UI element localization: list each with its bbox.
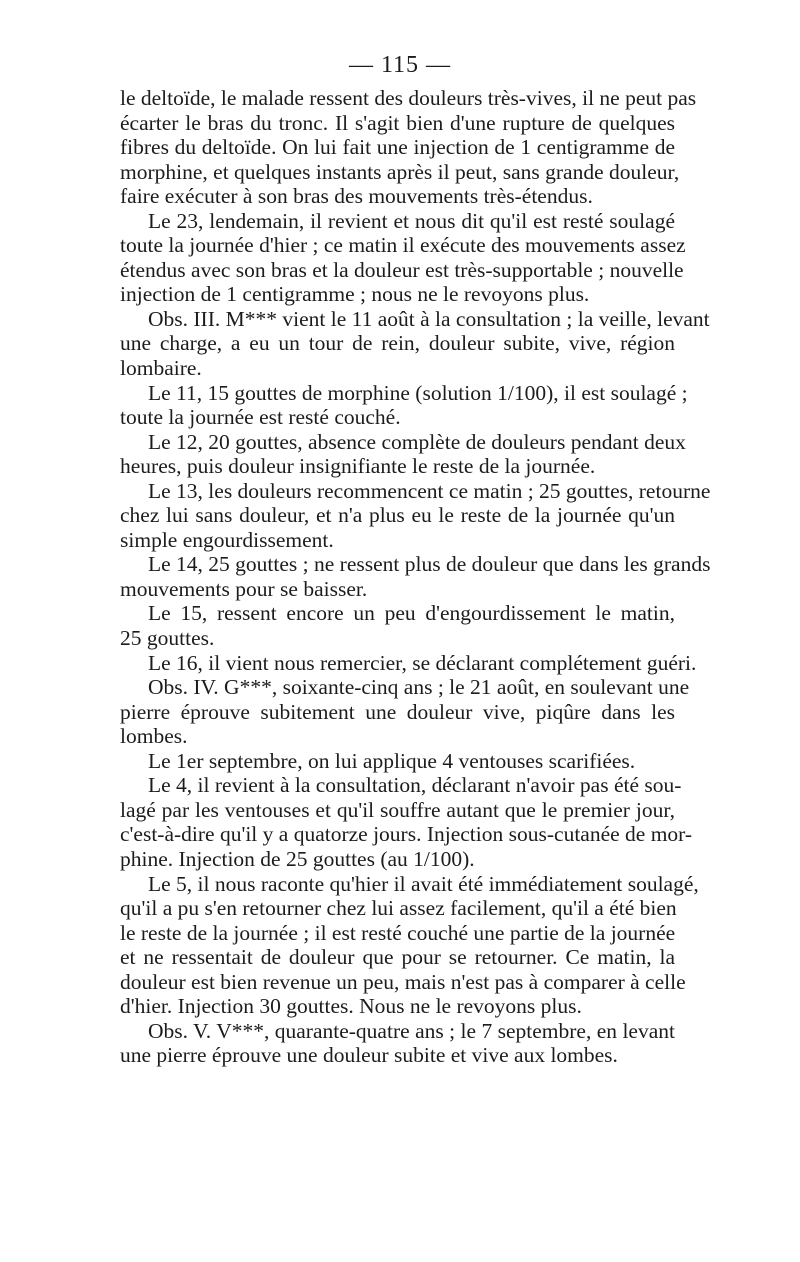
text-line: c'est-à-dire qu'il y a quatorze jours. Injection sous-cutanée de mor- — [120, 822, 693, 847]
text-line: lombes. — [120, 724, 188, 749]
text-line: mouvements pour se baisser. — [120, 576, 368, 601]
text-line: le deltoïde, le malade ressent des douleurs très-vives, il ne peut pas — [120, 86, 697, 110]
text-line: pierre éprouve subitement une douleur vive, piqûre dans les — [120, 699, 675, 724]
text-line: qu'il a pu s'en retourner chez lui assez facilement, qu'il a été bien — [120, 896, 677, 921]
body-text — [120, 86, 711, 1068]
text-line: Le 15, ressent encore un peu d'engourdissement le matin, — [148, 601, 675, 626]
text-line: fibres du deltoïde. On lui fait une injection de 1 centigramme de — [120, 135, 675, 160]
text-line: Le 16, il vient nous remercier, se déclarant complétement guéri. — [148, 650, 697, 675]
text-line: injection de 1 centigramme ; nous ne le revoyons plus. — [120, 282, 590, 307]
text-line: d'hier. Injection 30 gouttes. Nous ne le revoyons plus. — [120, 994, 582, 1019]
text-line: Le 14, 25 gouttes ; ne ressent plus de douleur que dans les grands — [148, 552, 711, 577]
text-line: écarter le bras du tronc. Il s'agit bien d'une rupture de quelques — [120, 110, 675, 135]
text-line: Le 5, il nous raconte qu'hier il avait été immédiatement soulagé, — [148, 871, 699, 896]
text-line: heures, puis douleur insignifiante le reste de la journée. — [120, 454, 596, 479]
text-line: Le 1er septembre, on lui applique 4 ventouses scarifiées. — [148, 748, 636, 773]
text-line: une charge, a eu un tour de rein, douleur subite, vive, région — [120, 331, 675, 356]
text-line: le reste de la journée ; il est resté couché une partie de la journée — [120, 920, 676, 945]
text-line: chez lui sans douleur, et n'a plus eu le reste de la journée qu'un — [120, 503, 675, 528]
text-line: Le 23, lendemain, il revient et nous dit qu'il est resté soulagé — [148, 208, 675, 233]
text-line: Le 13, les douleurs recommencent ce matin ; 25 gouttes, retourne — [148, 478, 711, 503]
text-line: phine. Injection de 25 gouttes (au 1/100). — [120, 846, 475, 871]
text-line: étendus avec son bras et la douleur est très-supportable ; nouvelle — [120, 257, 684, 282]
page-number: — 115 — — [348, 52, 452, 78]
text-line: 25 gouttes. — [120, 626, 215, 651]
text-line: Obs. V. V***, quarante-quatre ans ; le 7 septembre, en levant — [148, 1018, 675, 1043]
text-line: toute la journée est resté couché. — [120, 405, 401, 430]
text-line: simple engourdissement. — [120, 527, 334, 552]
text-line: Le 12, 20 gouttes, absence complète de douleurs pendant deux — [148, 429, 686, 454]
text-line: faire exécuter à son bras des mouvements très-étendus. — [120, 184, 593, 209]
text-line: et ne ressentait de douleur que pour se retourner. Ce matin, la — [120, 945, 675, 970]
text-line: Obs. IV. G***, soixante-cinq ans ; le 21 août, en soulevant une — [148, 675, 690, 700]
text-line: douleur est bien revenue un peu, mais n'est pas à comparer à celle — [120, 969, 686, 994]
text-line: lagé par les ventouses et qu'il souffre autant que le premier jour, — [120, 797, 675, 822]
text-line: Le 11, 15 gouttes de morphine (solution 1/100), il est soulagé ; — [148, 380, 688, 405]
text-line: une pierre éprouve une douleur subite et vive aux lombes. — [120, 1043, 618, 1068]
text-line: Le 4, il revient à la consultation, déclarant n'avoir pas été sou- — [148, 773, 682, 798]
text-line: Obs. III. M*** vient le 11 août à la consultation ; la veille, levant — [148, 306, 710, 331]
text-line: lombaire. — [120, 356, 202, 381]
text-line: toute la journée d'hier ; ce matin il exécute des mouvements assez — [120, 233, 686, 258]
text-line: morphine, et quelques instants après il peut, sans grande douleur, — [120, 159, 680, 184]
